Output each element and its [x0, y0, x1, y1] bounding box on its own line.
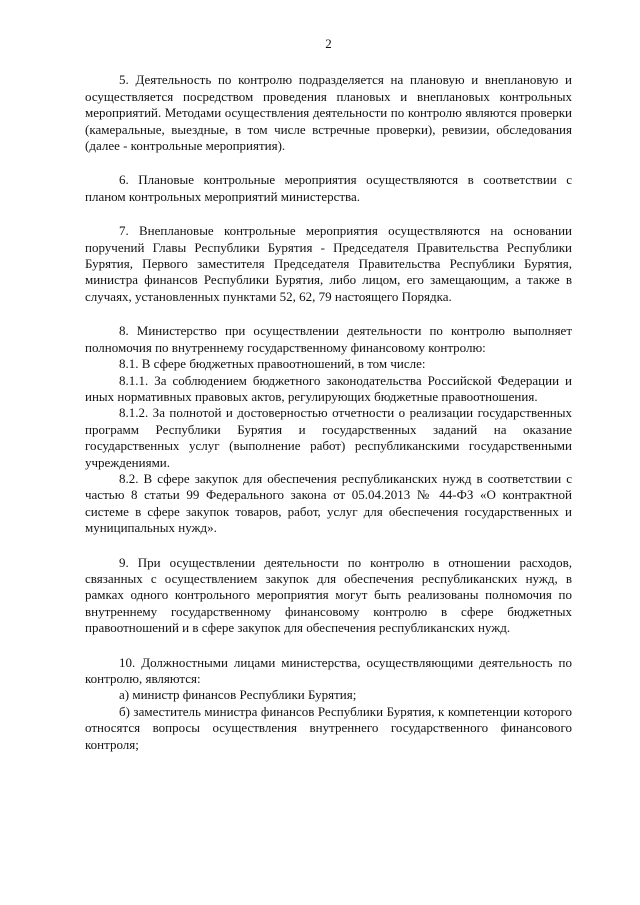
paragraph: 9. При осуществлении деятельности по контролю в отношении расходов, связанных с осуществлением закупок для обеспечения республиканских нужд, в рамках одного контрольного мероприятия могут быть реализованы полномочия по внутреннему государственному финансовому контролю в сфере бюджетных правоотношений и в сфере закупок для обеспечения республиканских нужд. — [85, 554, 572, 636]
paragraph: 6. Плановые контрольные мероприятия осуществляются в соответствии с планом контрольных мероприятий министерства. — [85, 172, 572, 204]
paragraph: б) заместитель министра финансов Республики Бурятия, к компетенции которого относятся вопросы осуществления внутреннего государственного финансового контроля; — [85, 703, 572, 752]
page-number: 2 — [325, 36, 332, 51]
paragraph: 7. Внеплановые контрольные мероприятия осуществляются на основании поручений Главы Республики Бурятия - Председателя Правительства Республики Бурятия, Первого заместителя Председателя Правительства Республики Бурятия, министра финансов Республики Бурятия, либо лицом, его замещающим, а также в случаях, установленных пунктами 52, 62, 79 настоящего Порядка. — [85, 223, 572, 304]
paragraph: 5. Деятельность по контролю подразделяется на плановую и внеплановую и осуществляется посредством проведения плановых и внеплановых контрольных мероприятий. Методами осуществления деятельности по контролю являются проверки (камеральные, выездные, в том числе встречные проверки), ревизии, обследования (далее - контрольные мероприятия). — [85, 72, 572, 154]
document-body — [85, 72, 572, 753]
paragraph: 8.1. В сфере бюджетных правоотношений, в том числе: — [119, 356, 426, 372]
paragraph: 8.1.1. За соблюдением бюджетного законодательства Российской Федерации и иных нормативных правовых актов, регулирующих бюджетные правоотношения. — [85, 372, 572, 404]
paragraph: а) министр финансов Республики Бурятия; — [119, 687, 357, 703]
paragraph: 8.1.2. За полнотой и достоверностью отчетности о реализации государственных программ Республики Бурятия и государственных заданий на оказание государственных услуг (выполнение работ) республиканскими государственными учреждениями. — [85, 405, 572, 470]
paragraph: 8.2. В сфере закупок для обеспечения республиканских нужд в соответствии с частью 8 статьи 99 Федерального закона от 05.04.2013 № 44-ФЗ «О контрактной системе в сфере закупок товаров, работ, услуг для обеспечения государственных и муниципальных нужд». — [85, 470, 572, 536]
paragraph: 10. Должностными лицами министерства, осуществляющими деятельность по контролю, являются: — [85, 654, 572, 686]
paragraph: 8. Министерство при осуществлении деятельности по контролю выполняет полномочия по внутреннему государственному финансовому контролю: — [85, 323, 572, 355]
